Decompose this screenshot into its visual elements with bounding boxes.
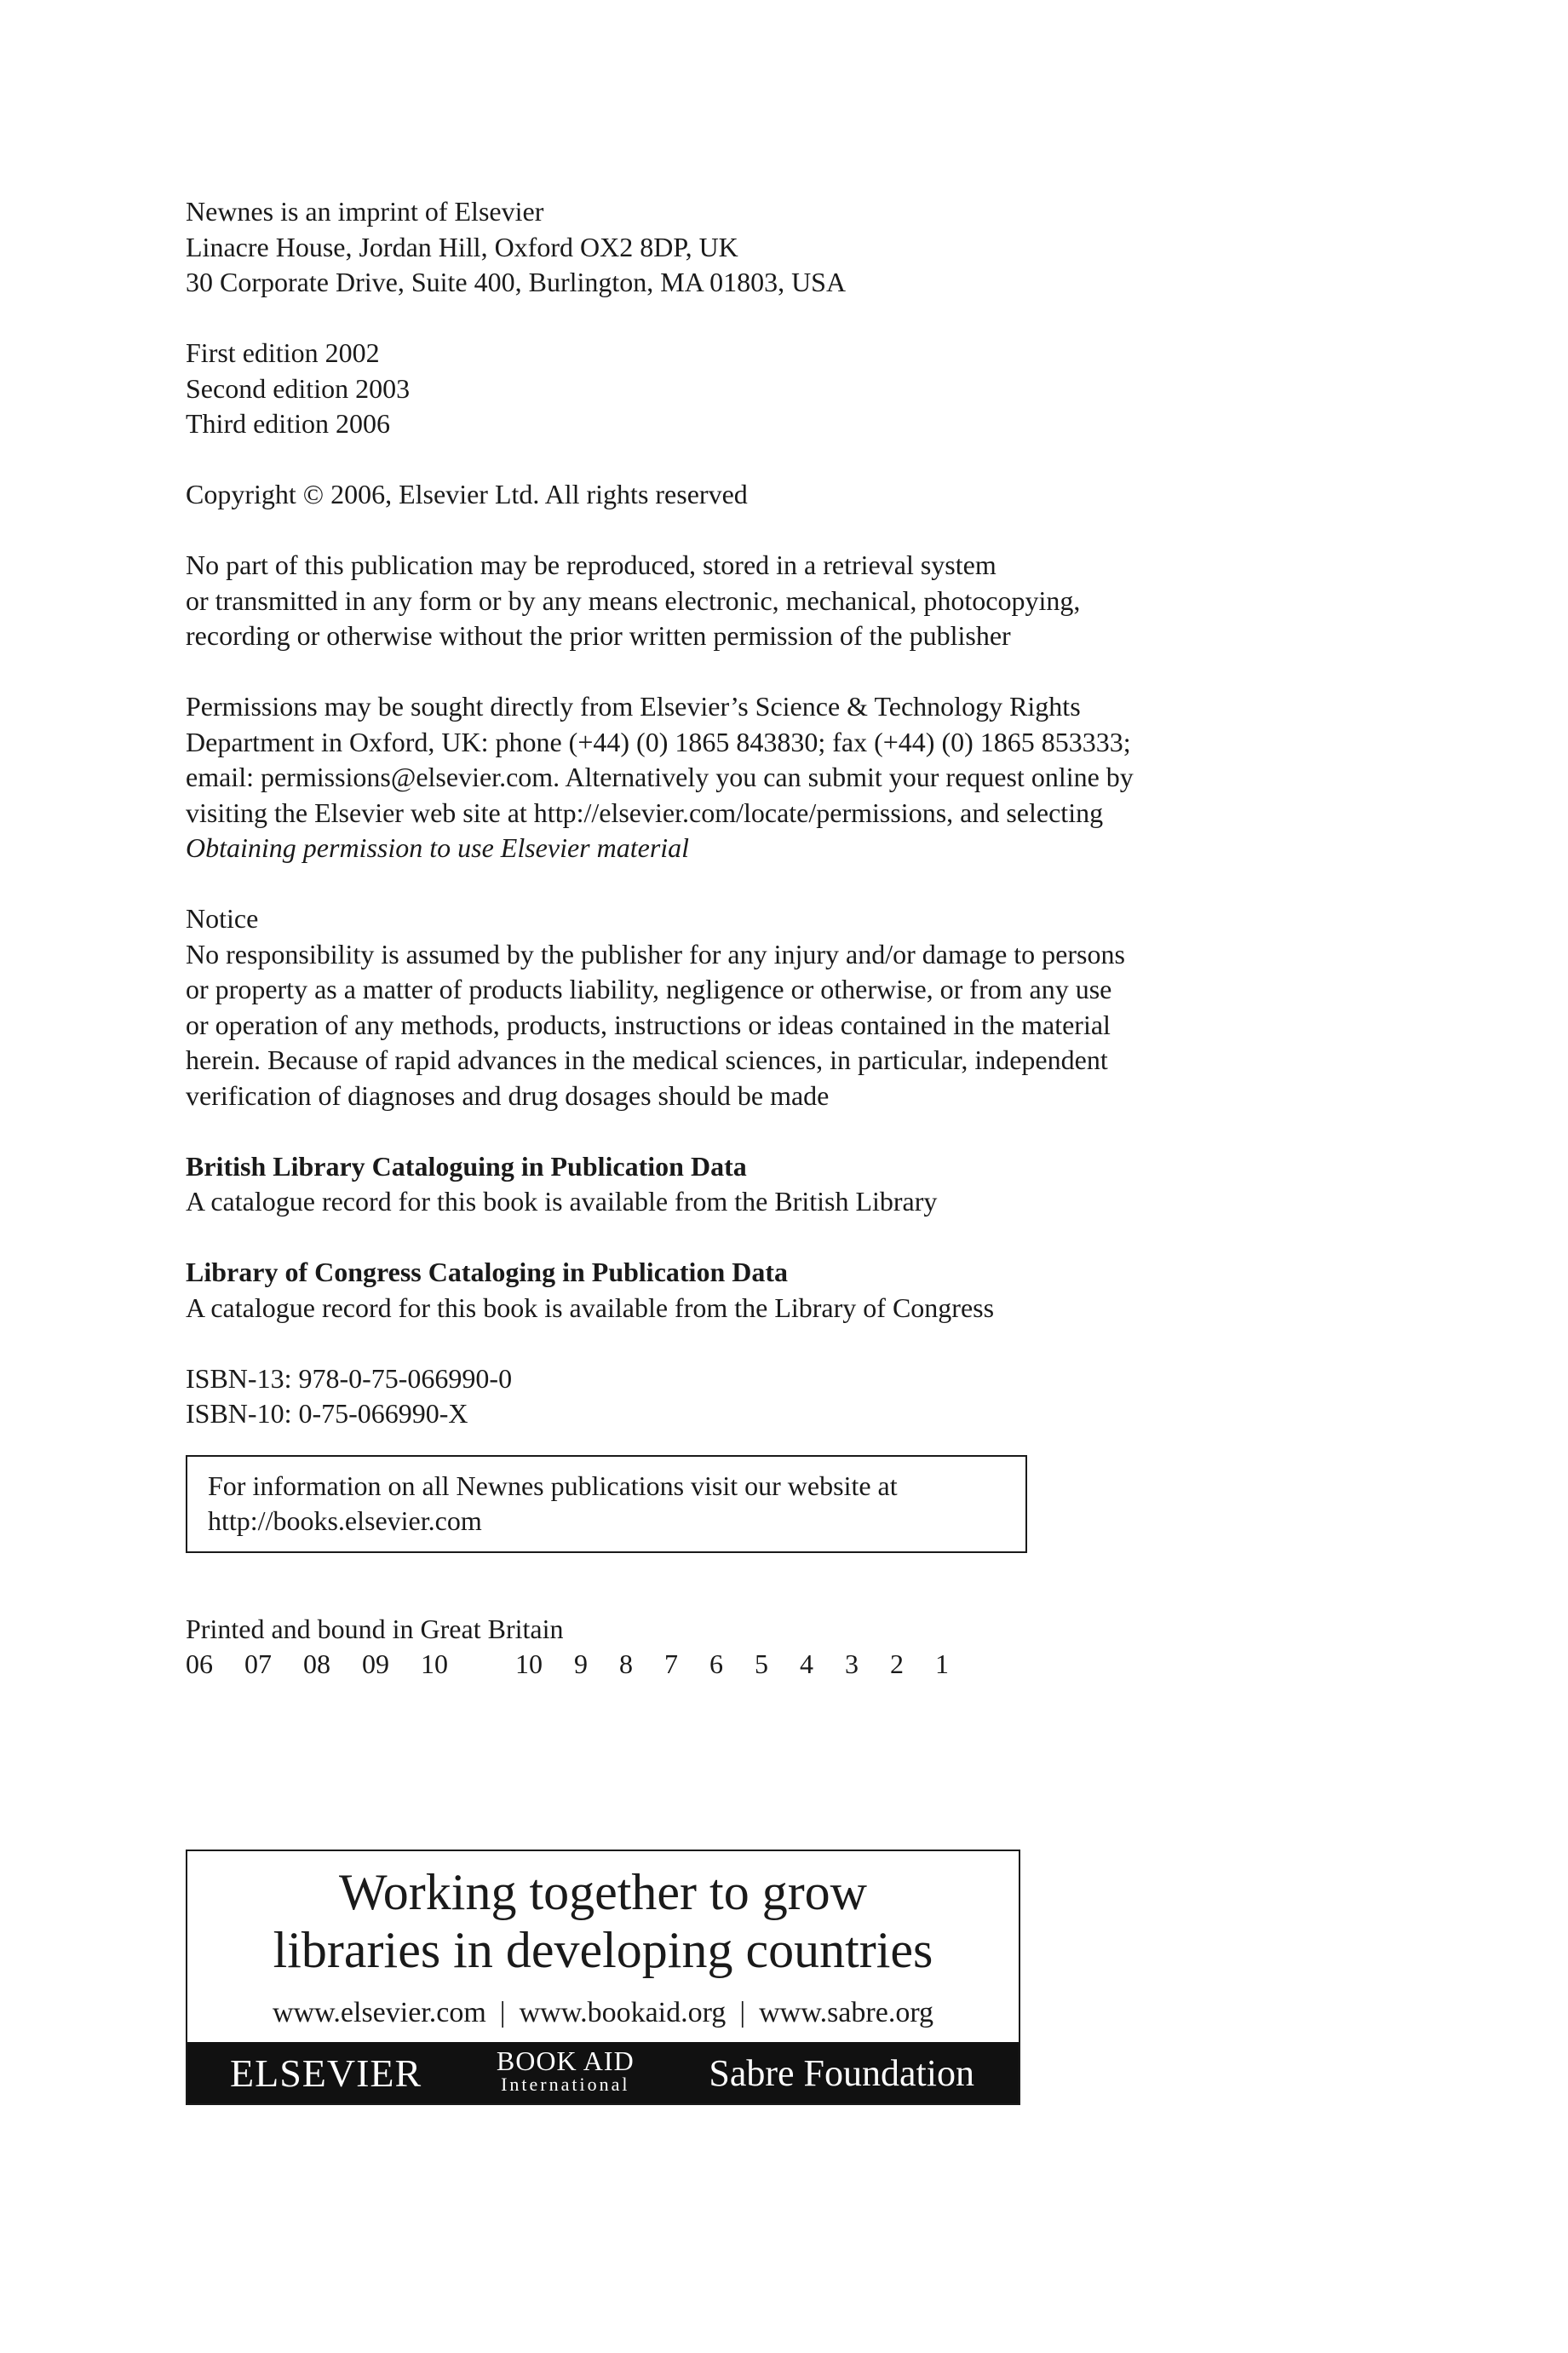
print-year: 06 <box>186 1648 213 1679</box>
elsevier-link: www.elsevier.com <box>272 1997 486 2028</box>
book-aid-logo-bottom: International <box>501 2074 630 2095</box>
impression-number: 3 <box>845 1648 859 1679</box>
reproduction-line: or transmitted in any form or by any means electronic, mechanical, photocopying, <box>186 584 1081 616</box>
library-of-congress-heading: Library of Congress Cataloging in Publication Data <box>186 1257 788 1287</box>
info-box-line: For information on all Newnes publications visit our website at <box>208 1470 898 1501</box>
impression-number: 10 <box>515 1648 543 1679</box>
slogan-line: libraries in developing countries <box>273 1922 933 1978</box>
printed-in: Printed and bound in Great Britain <box>186 1613 564 1644</box>
reproduction-line: No part of this publication may be reproduced, stored in a retrieval system <box>186 549 997 580</box>
permissions-italic-line: Obtaining permission to use Elsevier material <box>186 832 690 863</box>
copyright-line: Copyright © 2006, Elsevier Ltd. All rights reserved <box>186 479 748 509</box>
printing-info <box>186 1612 1293 1683</box>
permissions-line: visiting the Elsevier web site at http://elsevier.com/locate/permissions, and selecting <box>186 797 1104 828</box>
elsevier-logo: ELSEVIER <box>230 2051 422 2095</box>
edition-line: First edition 2002 <box>186 337 380 368</box>
reproduction-line: recording or otherwise without the prior written permission of the publisher <box>186 620 1011 651</box>
book-aid-logo-top: BOOK AID <box>496 2045 635 2076</box>
impression-number: 5 <box>755 1648 768 1679</box>
notice-line: herein. Because of rapid advances in the medical sciences, in particular, independent <box>186 1044 1108 1075</box>
banner-slogan <box>187 1863 1019 1979</box>
website-info-box <box>186 1455 1027 1553</box>
library-of-congress-cip <box>186 1255 1293 1326</box>
isbn-block <box>186 1361 1293 1432</box>
impression-number: 8 <box>619 1648 633 1679</box>
isbn-10: ISBN-10: 0-75-066990-X <box>186 1398 468 1429</box>
print-year: 08 <box>303 1648 330 1679</box>
edition-history <box>186 336 1293 442</box>
impression-number: 2 <box>890 1648 904 1679</box>
link-separator: | <box>739 1997 746 2028</box>
sponsor-logo-bar <box>187 2042 1019 2103</box>
notice-line: or property as a matter of products liability, negligence or otherwise, or from any use <box>186 974 1112 1004</box>
permissions-line: Department in Oxford, UK: phone (+44) (0) 1865 843830; fax (+44) (0) 1865 853333; <box>186 726 1131 757</box>
edition-line: Second edition 2003 <box>186 372 411 404</box>
permissions-line: Permissions may be sought directly from Elsevier’s Science & Technology Rights <box>186 691 1081 722</box>
copyright-page <box>186 194 1293 1683</box>
impression-number: 7 <box>664 1648 678 1679</box>
liability-notice <box>186 901 1293 1113</box>
library-of-congress-text: A catalogue record for this book is available from the Library of Congress <box>186 1292 995 1323</box>
slogan-line: Working together to grow <box>338 1864 868 1920</box>
bookaid-link: www.bookaid.org <box>519 1997 727 2028</box>
permissions-notice <box>186 689 1293 866</box>
print-year: 09 <box>362 1648 389 1679</box>
publisher-line: Newnes is an imprint of Elsevier <box>186 196 544 227</box>
reproduction-notice <box>186 548 1293 654</box>
print-year: 10 <box>421 1648 448 1679</box>
notice-line: No responsibility is assumed by the publisher for any injury and/or damage to persons <box>186 938 1125 969</box>
impression-number: 1 <box>935 1648 949 1679</box>
publisher-address <box>186 194 1293 301</box>
isbn-13: ISBN-13: 978-0-75-066990-0 <box>186 1362 513 1394</box>
print-year: 07 <box>244 1648 272 1679</box>
impression-number: 6 <box>709 1648 723 1679</box>
impression-number: 4 <box>800 1648 813 1679</box>
copyright-notice <box>186 477 1293 513</box>
british-library-text: A catalogue record for this book is available from the British Library <box>186 1186 938 1217</box>
link-separator: | <box>499 1997 506 2028</box>
publisher-line: Linacre House, Jordan Hill, Oxford OX2 8DP, UK <box>186 231 738 262</box>
impression-number: 9 <box>574 1648 588 1679</box>
british-library-cip <box>186 1149 1293 1220</box>
edition-line: Third edition 2006 <box>186 408 390 439</box>
print-line-numbers <box>186 1647 1293 1683</box>
publisher-line: 30 Corporate Drive, Suite 400, Burlington, MA 01803, USA <box>186 267 847 297</box>
permissions-line: email: permissions@elsevier.com. Alternatively you can submit your request online by <box>186 762 1134 792</box>
notice-line: or operation of any methods, products, instructions or ideas contained in the material <box>186 1009 1111 1040</box>
banner-links <box>187 1996 1019 2030</box>
notice-line: verification of diagnoses and drug dosages should be made <box>186 1079 830 1111</box>
british-library-heading: British Library Cataloguing in Publication Data <box>186 1150 747 1182</box>
book-aid-logo <box>496 2045 635 2097</box>
info-box-url: http://books.elsevier.com <box>208 1505 482 1536</box>
book-aid-banner <box>186 1850 1020 2105</box>
sabre-foundation-logo: Sabre Foundation <box>709 2051 974 2094</box>
notice-heading: Notice <box>186 903 259 934</box>
sabre-link: www.sabre.org <box>759 1997 934 2028</box>
